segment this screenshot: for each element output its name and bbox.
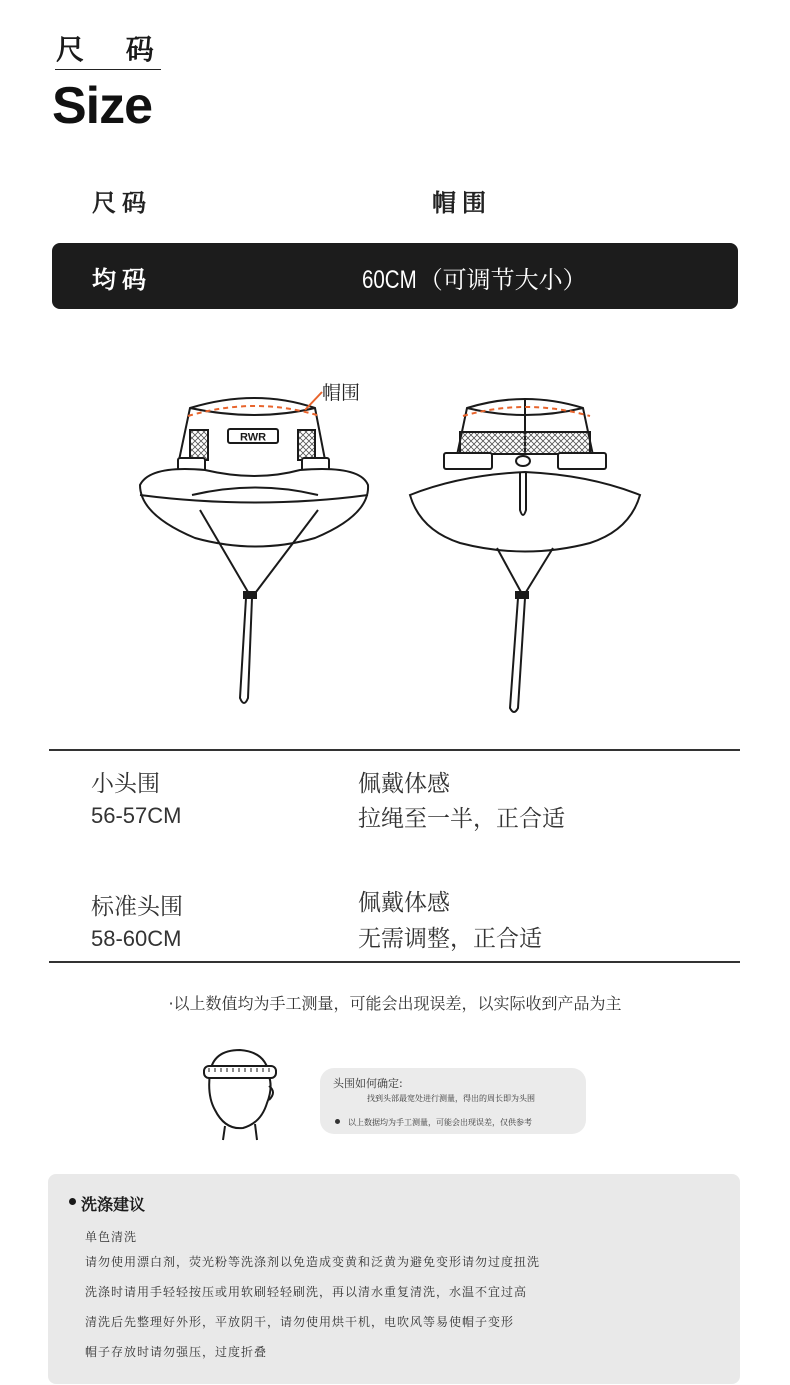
size-row-note: （可调节大小） <box>418 266 587 294</box>
head-measure-illustration <box>195 1048 285 1143</box>
fit-row-range: 58-60CM <box>91 926 182 951</box>
measurement-note: ·以上数值均为手工测量，可能会出现误差，以实际收到产品为主 <box>168 994 622 1013</box>
bullet-icon <box>335 1119 340 1124</box>
hat-diagram <box>0 330 790 730</box>
measure-info-title: 头围如何确定: <box>333 1077 403 1090</box>
wash-advice-title: 洗涤建议 <box>81 1195 146 1214</box>
wash-advice-line: 清洗后先整理好外形，平放阴干，请勿使用烘干机，电吹风等易使帽子变形 <box>85 1315 515 1329</box>
measure-info-line1: 找到头部最宽处进行测量，得出的周长即为头围 <box>367 1094 535 1103</box>
size-column-header: 尺码 <box>92 189 152 217</box>
circumference-column-header: 帽围 <box>432 189 492 217</box>
size-row-label: 均码 <box>92 266 152 294</box>
fit-row-range: 56-57CM <box>91 803 182 828</box>
logo-text: RWR <box>239 431 267 444</box>
bullet-icon <box>69 1198 76 1205</box>
fit-row-feel-desc: 拉绳至一半，正合适 <box>358 806 565 832</box>
wash-advice-line: 洗涤时请用手轻轻按压或用软刷轻轻刷洗，再以清水重复清洗，水温不宜过高 <box>85 1285 528 1299</box>
fit-row-label: 小头围 <box>91 771 160 797</box>
circumference-callout-label: 帽围 <box>322 382 361 404</box>
wash-advice-line: 帽子存放时请勿强压，过度折叠 <box>85 1345 268 1359</box>
wash-advice-line: 请勿使用漂白剂，荧光粉等洗涤剂以免造成变黄和泛黄为避免变形请勿过度扭洗 <box>85 1255 541 1269</box>
fit-table-top-rule <box>49 749 740 751</box>
measure-info-line2: 以上数据均为手工测量，可能会出现误差，仅供参考 <box>348 1118 532 1127</box>
fit-table-bottom-rule <box>49 961 740 963</box>
fit-row-feel-title: 佩戴体感 <box>358 890 450 916</box>
size-row-value <box>362 260 587 295</box>
fit-row-feel-title: 佩戴体感 <box>358 771 450 797</box>
hat-back-illustration <box>410 398 640 712</box>
title-divider <box>55 69 161 70</box>
fit-row-label: 标准头围 <box>91 894 183 920</box>
fit-row-feel-desc: 无需调整，正合适 <box>358 926 542 952</box>
wash-advice-line: 单色清洗 <box>85 1230 138 1244</box>
section-title-cn: 尺 码 <box>56 33 170 66</box>
section-title-en: Size <box>52 77 153 135</box>
size-row-number: 60CM <box>362 266 417 294</box>
